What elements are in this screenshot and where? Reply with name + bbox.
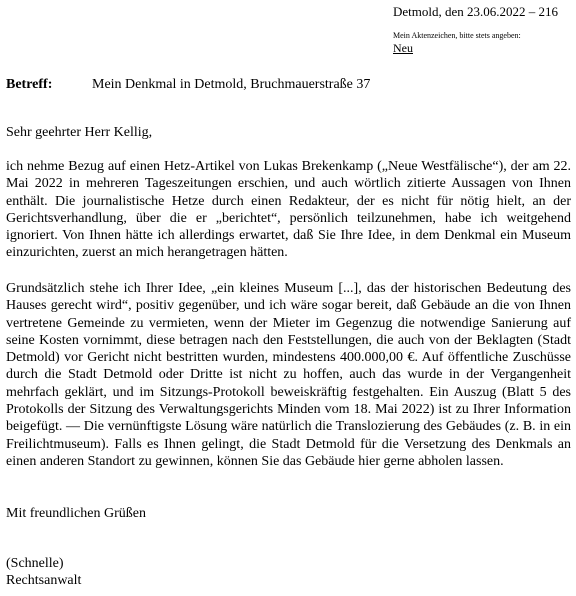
subject-text: Mein Denkmal in Detmold, Bruchmauerstraße 37 [92, 77, 371, 92]
salutation: Sehr geehrter Herr Kellig, [6, 125, 153, 140]
paragraph-1: ich nehme Bezug auf einen Hetz-Artikel von Lukas Brekenkamp („Neue Westfälische“), der am 22. Mai 2022 in mehreren Tageszeitungen erschien, und auch wörtlich zitierte Aussagen von Ihnen enthält. Die journalistische Hetze durch einen Redakteur, der es nicht für nötig hielt, an der Gerichtsverhandlung, über die er „berichtet“, persönlich teilzunehmen, habe ich weitgehend ignoriert. Von Ihnen hätte ich allerdings erwartet, daß Sie Ihre Idee, in dem Denkmal ein Museum einzurichten, zuerst an mich herangetragen hätten. [6, 159, 571, 261]
signature-title: Rechtsanwalt [6, 573, 82, 588]
reference-label: Mein Aktenzeichen, bitte stets angeben: [393, 31, 521, 40]
subject-label: Betreff: [6, 77, 53, 92]
date-line: Detmold, den 23.06.2022 – 216 [393, 4, 559, 19]
closing: Mit freundlichen Grüßen [6, 506, 146, 521]
paragraph-2: Grundsätzlich stehe ich Ihrer Idee, „ein kleines Museum [...], das der historischen Bedeutung des Hauses gerecht wird“, positiv gegenüber, und ich wäre sogar bereit, daß Gebäude an die von Ihnen vertretene Gemeinde zu vermieten, wenn der Mieter im Gegenzug die notwendige Sanierung auf seine Kosten vornimmt, diese betragen nach den Feststellungen, die auch von der Beklagten (Stadt Detmold) vor Gericht nicht bestritten wurden, mindestens 400.000,00 €. Auf öffentliche Zuschüsse durch die Stadt Detmold oder Dritte ist nicht zu hoffen, auch das wurde in der Vergangenheit mehrfach geklärt, und im Sitzungs-Protokoll beweiskräftig festgehalten. Ein Auszug (Blatt 5 des Protokolls der Sitzung des Verwaltungsgerichts Minden vom 18. Mai 2022) ist zu Ihrer Information beigefügt. — Die vernünftigste Lösung wäre natürlich die Translozierung des Gebäudes (z. B. in ein Freilichtmuseum). Falls es Ihnen gelingt, die Stadt Detmold für die Versetzung des Denkmals an einen anderen Standort zu gewinnen, können Sie das Gebäude hier gerne abholen lassen. [6, 281, 571, 469]
subject-line [6, 77, 370, 93]
signature-name: (Schnelle) [6, 556, 64, 571]
reference-value: Neu [393, 41, 413, 55]
